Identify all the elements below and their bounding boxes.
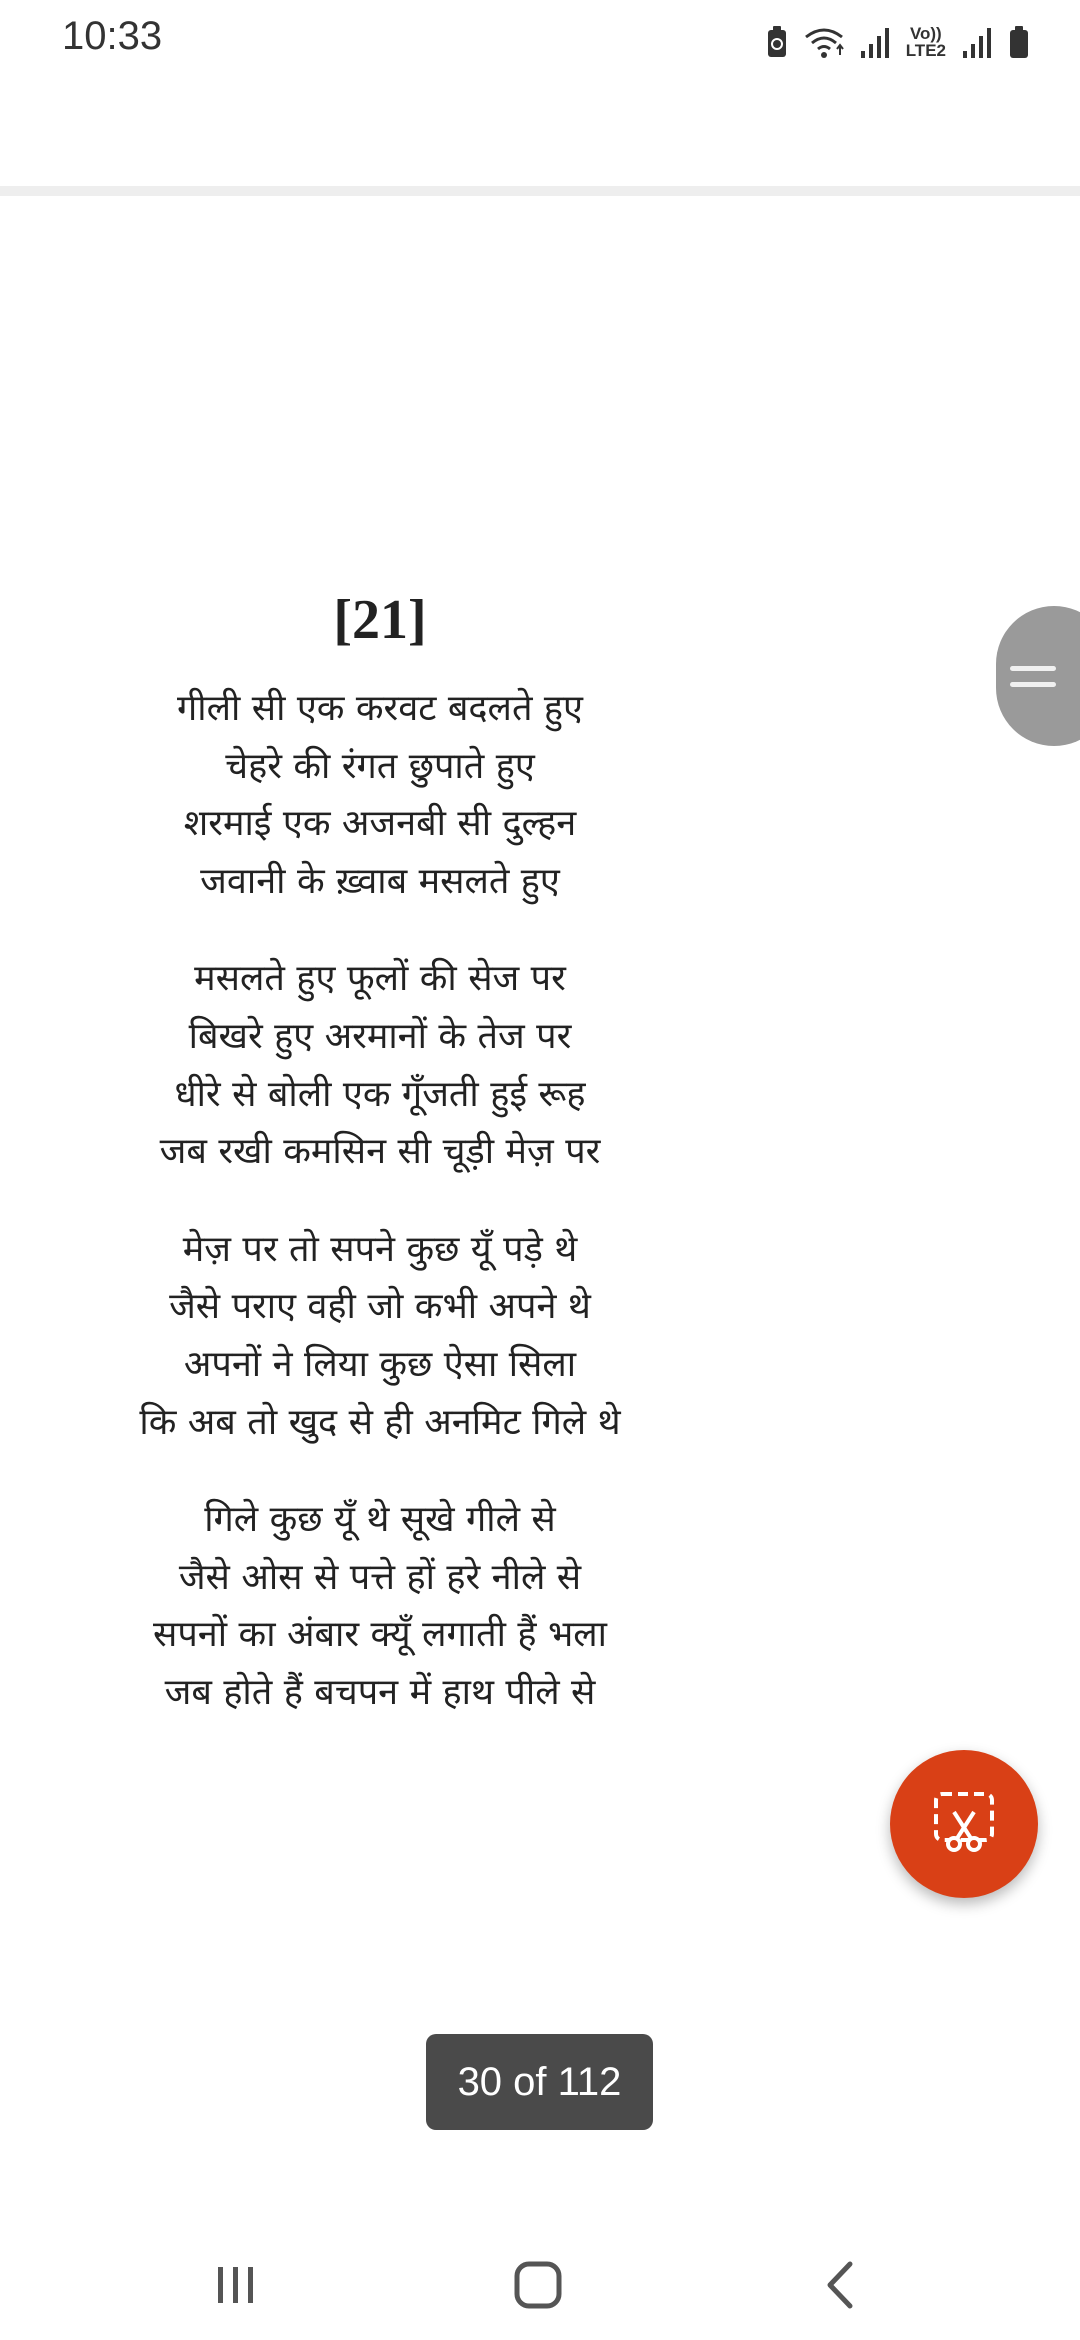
battery-saver-icon: [766, 25, 788, 59]
volte-icon: [906, 25, 946, 59]
document-page: [0, 580, 760, 1762]
poem-line: धीरे से बोली एक गूँजती हुई रूह: [174, 1073, 586, 1115]
home-button[interactable]: [498, 2252, 578, 2322]
battery-icon: [1008, 25, 1030, 59]
poem-line: जैसे ओस से पत्ते हों हरे नीले से: [178, 1556, 582, 1598]
volte-label-bottom: LTE2: [905, 41, 946, 60]
toolbar-divider: [0, 186, 1080, 196]
grip-line-icon: [1010, 666, 1056, 671]
poem-body: [0, 680, 760, 1722]
signal-icon: [860, 25, 890, 59]
poem-line: जैसे पराए वही जो कभी अपने थे: [169, 1286, 591, 1328]
screenshot-scissors-icon: [932, 1790, 996, 1858]
signal-icon: [962, 25, 992, 59]
screenshot-button[interactable]: [890, 1750, 1038, 1898]
poem-line: चेहरे की रंगत छुपाते हुए: [225, 745, 535, 787]
fast-scroll-handle[interactable]: [996, 606, 1080, 746]
back-button[interactable]: [800, 2252, 880, 2322]
stanza: [0, 680, 760, 910]
poem-line: बिखरे हुए अरमानों के तेज पर: [188, 1015, 572, 1057]
stanza: [0, 1221, 760, 1451]
stanza: [0, 1491, 760, 1721]
back-icon: [820, 2260, 860, 2314]
poem-number: [21]: [333, 589, 427, 651]
volte-label-top: Vo)): [909, 24, 942, 43]
poem-line: अपनों ने लिया कुछ ऐसा सिला: [183, 1343, 577, 1385]
poem-line: शरमाई एक अजनबी सी दुल्हन: [183, 803, 577, 845]
navigation-bar: [0, 2230, 1080, 2340]
status-time: 10:33: [62, 14, 163, 58]
stanza: [0, 950, 760, 1180]
recent-apps-button[interactable]: [196, 2252, 276, 2322]
status-icons: [766, 18, 1030, 66]
poem-line: गीली सी एक करवट बदलते हुए: [177, 688, 583, 729]
grip-line-icon: [1010, 682, 1056, 687]
poem-line: जवानी के ख़्वाब मसलते हुए: [200, 860, 560, 902]
poem-line: सपनों का अंबार क्यूँ लगाती हैं भला: [153, 1614, 607, 1656]
wifi-icon: [804, 25, 844, 59]
poem-line: जब रखी कमसिन सी चूड़ी मेज़ पर: [159, 1131, 601, 1173]
page-indicator: 30 of 112: [426, 2034, 653, 2130]
home-icon: [513, 2260, 563, 2314]
poem-line: जब होते हैं बचपन में हाथ पीले से: [164, 1671, 596, 1713]
status-bar: [0, 0, 1080, 80]
poem-line: मसलते हुए फूलों की सेज पर: [194, 958, 566, 1000]
poem-line: कि अब तो खुद से ही अनमिट गिले थे: [139, 1401, 621, 1443]
poem-line: गिले कुछ यूँ थे सूखे गीले से: [204, 1499, 556, 1541]
poem-line: मेज़ पर तो सपने कुछ यूँ पड़े थे: [182, 1228, 578, 1270]
recent-apps-icon: [214, 2263, 258, 2311]
